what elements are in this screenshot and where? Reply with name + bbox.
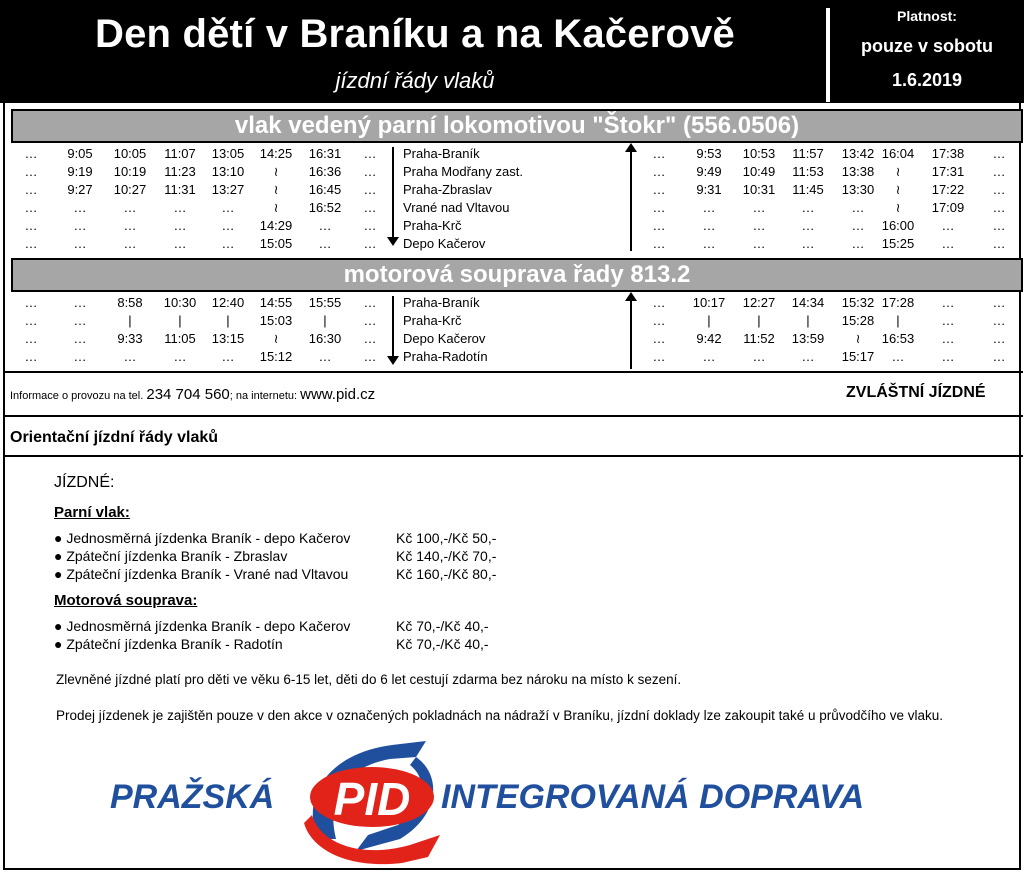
time-cell: 15:25 <box>881 236 915 251</box>
time-cell: 16:00 <box>881 218 915 233</box>
pid-logo <box>0 735 1024 865</box>
time-cell: 17:38 <box>931 146 965 161</box>
section-divider <box>5 455 1023 457</box>
time-cell: 11:23 <box>164 164 196 179</box>
fare-price: Kč 160,-/Kč 80,- <box>396 566 497 582</box>
fare-price: Kč 70,-/Kč 40,- <box>396 636 489 652</box>
time-cell: … <box>652 146 666 161</box>
time-cell: … <box>992 295 1006 310</box>
time-cell: … <box>24 236 38 251</box>
time-cell: … <box>992 313 1006 328</box>
motor-up-arrow-line <box>630 296 632 369</box>
time-cell: 9:33 <box>117 331 143 346</box>
time-cell: … <box>891 349 905 364</box>
fare-item: ● Jednosměrná jízdenka Braník - depo Kačerov <box>54 618 351 634</box>
time-cell: … <box>652 182 666 197</box>
time-cell: ≀ <box>895 200 901 215</box>
time-cell: 15:03 <box>259 313 293 328</box>
time-cell: 17:28 <box>881 295 915 310</box>
station-name: Vrané nad Vltavou <box>403 200 510 215</box>
time-cell: | <box>806 313 810 328</box>
time-cell: … <box>992 331 1006 346</box>
time-cell: 10:30 <box>163 295 197 310</box>
time-cell: … <box>123 200 137 215</box>
validity-label: Platnost: <box>897 8 957 24</box>
time-cell: 15:17 <box>841 349 875 364</box>
time-cell: | <box>707 313 711 328</box>
station-name: Depo Kačerov <box>403 236 486 251</box>
time-cell: … <box>173 236 187 251</box>
time-cell: … <box>363 313 377 328</box>
time-cell: 13:10 <box>211 164 245 179</box>
time-cell: 11:57 <box>792 146 824 161</box>
time-cell: … <box>73 295 87 310</box>
timetable-row <box>5 199 1023 217</box>
time-cell: 13:15 <box>211 331 245 346</box>
time-cell: … <box>801 349 815 364</box>
steam-fares-label: Parní vlak: <box>54 504 130 521</box>
motor-section-title: motorová souprava řady 813.2 <box>11 258 1023 292</box>
time-cell: … <box>173 218 187 233</box>
time-cell: … <box>652 164 666 179</box>
time-cell: … <box>941 218 955 233</box>
time-cell: … <box>123 236 137 251</box>
time-cell: … <box>123 218 137 233</box>
time-cell: | <box>896 313 900 328</box>
time-cell: … <box>652 218 666 233</box>
orientation-label: Orientační jízdní řády vlaků <box>10 429 219 446</box>
time-cell: 15:28 <box>841 313 875 328</box>
discount-note: Zlevněné jízdné platí pro děti ve věku 6-15 let, děti do 6 let cestují zdarma bez nároku na místo k sezení. <box>56 672 682 687</box>
time-cell: … <box>851 236 865 251</box>
time-cell: 17:31 <box>931 164 965 179</box>
time-cell: … <box>941 295 955 310</box>
time-cell: … <box>752 218 766 233</box>
time-cell: 14:55 <box>259 295 293 310</box>
time-cell: 15:55 <box>308 295 342 310</box>
time-cell: … <box>24 349 38 364</box>
time-cell: | <box>757 313 761 328</box>
time-cell: … <box>801 218 815 233</box>
time-cell: 10:49 <box>742 164 776 179</box>
time-cell: ≀ <box>273 164 279 179</box>
time-cell: … <box>73 313 87 328</box>
time-cell: ≀ <box>855 331 861 346</box>
station-name: Depo Kačerov <box>403 331 486 346</box>
time-cell: 16:36 <box>308 164 342 179</box>
time-cell: 11:53 <box>792 164 824 179</box>
time-cell: … <box>992 218 1006 233</box>
time-cell: 13:42 <box>841 146 875 161</box>
validity-box <box>832 2 1022 105</box>
time-cell: … <box>363 295 377 310</box>
timetable-row <box>5 330 1023 348</box>
time-cell: 17:22 <box>931 182 965 197</box>
time-cell: … <box>363 182 377 197</box>
time-cell: … <box>752 200 766 215</box>
time-cell: 10:27 <box>113 182 147 197</box>
time-cell: 13:05 <box>211 146 245 161</box>
time-cell: … <box>363 218 377 233</box>
timetable-row <box>5 348 1023 366</box>
time-cell: … <box>123 349 137 364</box>
fare-item: ● Zpáteční jízdenka Braník - Radotín <box>54 636 283 652</box>
down-arrow-icon <box>387 237 399 246</box>
time-cell: … <box>318 236 332 251</box>
time-cell: 11:05 <box>164 331 196 346</box>
time-cell: 13:27 <box>211 182 245 197</box>
fare-item: ● Zpáteční jízdenka Braník - Zbraslav <box>54 548 288 564</box>
time-cell: 16:53 <box>881 331 915 346</box>
time-cell: 9:19 <box>67 164 93 179</box>
fare-price: Kč 140,-/Kč 70,- <box>396 548 497 564</box>
time-cell: … <box>992 182 1006 197</box>
validity-date: 1.6.2019 <box>891 70 963 90</box>
time-cell: … <box>173 349 187 364</box>
time-cell: ≀ <box>273 331 279 346</box>
steam-section-title: vlak vedený parní lokomotivou "Štokr" (556.0506) <box>11 109 1023 143</box>
info-mid: ; na internetu: <box>229 390 298 402</box>
section-divider <box>5 371 1023 373</box>
timetable-row <box>5 312 1023 330</box>
time-cell: … <box>24 182 38 197</box>
sales-note: Prodej jízdenek je zajištěn pouze v den akce v označených pokladnách na nádraží v Braníku, jízdní doklady lze zakoupit také u průvodčího ve vlaku. <box>56 708 944 723</box>
page-title: Den dětí v Braníku a na Kačerově <box>95 12 735 56</box>
time-cell: 16:04 <box>881 146 915 161</box>
time-cell: … <box>801 200 815 215</box>
time-cell: … <box>941 331 955 346</box>
time-cell: … <box>851 200 865 215</box>
time-cell: 11:52 <box>743 331 775 346</box>
time-cell: … <box>363 331 377 346</box>
time-cell: … <box>73 218 87 233</box>
header-divider <box>826 8 830 102</box>
time-cell: … <box>363 164 377 179</box>
time-cell: 17:09 <box>931 200 965 215</box>
time-cell: … <box>652 236 666 251</box>
fare-item: ● Jednosměrná jízdenka Braník - depo Kačerov <box>54 530 351 546</box>
time-cell: … <box>801 236 815 251</box>
timetable-row <box>5 181 1023 199</box>
special-fare-label: ZVLÁŠTNÍ JÍZDNÉ <box>846 384 986 401</box>
time-cell: 10:19 <box>113 164 147 179</box>
fare-price: Kč 70,-/Kč 40,- <box>396 618 489 634</box>
time-cell: 9:31 <box>696 182 722 197</box>
time-cell: … <box>652 331 666 346</box>
time-cell: … <box>24 146 38 161</box>
timetable-row <box>5 163 1023 181</box>
steam-down-arrow-line <box>392 147 394 239</box>
time-cell: … <box>73 236 87 251</box>
time-cell: 10:53 <box>742 146 776 161</box>
info-line <box>10 386 375 403</box>
time-cell: | <box>226 313 230 328</box>
logo-right-text: INTEGROVANÁ DOPRAVA <box>441 778 865 816</box>
time-cell: … <box>318 349 332 364</box>
time-cell: 9:05 <box>67 146 93 161</box>
time-cell: … <box>702 349 716 364</box>
time-cell: … <box>702 236 716 251</box>
time-cell: 12:40 <box>211 295 245 310</box>
station-name: Praha-Braník <box>403 146 480 161</box>
time-cell: … <box>318 218 332 233</box>
time-cell: 13:59 <box>791 331 825 346</box>
time-cell: 8:58 <box>117 295 143 310</box>
time-cell: 9:42 <box>696 331 722 346</box>
time-cell: 11:31 <box>164 182 196 197</box>
time-cell: … <box>363 349 377 364</box>
time-cell: … <box>363 200 377 215</box>
time-cell: … <box>173 200 187 215</box>
page-subtitle: jízdní řády vlaků <box>335 68 495 93</box>
logo-left-text: PRAŽSKÁ <box>110 778 275 816</box>
time-cell: … <box>702 200 716 215</box>
time-cell: 16:52 <box>308 200 342 215</box>
timetable-row <box>5 145 1023 163</box>
timetable-row <box>5 235 1023 253</box>
time-cell: ≀ <box>273 200 279 215</box>
time-cell: 13:30 <box>841 182 875 197</box>
station-name: Praha-Braník <box>403 295 480 310</box>
time-cell: ≀ <box>895 164 901 179</box>
up-arrow-icon <box>625 292 637 301</box>
fares-heading: JÍZDNÉ: <box>54 474 115 491</box>
time-cell: … <box>24 313 38 328</box>
time-cell: 10:17 <box>692 295 726 310</box>
time-cell: … <box>363 146 377 161</box>
time-cell: 10:31 <box>742 182 776 197</box>
station-name: Praha-Krč <box>403 218 462 233</box>
station-name: Praha-Krč <box>403 313 462 328</box>
motor-down-arrow-line <box>392 296 394 358</box>
station-name: Praha-Zbraslav <box>403 182 492 197</box>
time-cell: … <box>221 236 235 251</box>
time-cell: … <box>652 349 666 364</box>
fare-item: ● Zpáteční jízdenka Braník - Vrané nad Vltavou <box>54 566 349 582</box>
time-cell: 15:12 <box>259 349 293 364</box>
time-cell: … <box>363 236 377 251</box>
station-name: Praha-Radotín <box>403 349 488 364</box>
time-cell: 16:45 <box>308 182 342 197</box>
time-cell: … <box>752 236 766 251</box>
time-cell: 13:38 <box>841 164 875 179</box>
time-cell: … <box>851 218 865 233</box>
validity-days: pouze v sobotu <box>861 36 993 56</box>
time-cell: … <box>73 331 87 346</box>
time-cell: 9:49 <box>696 164 722 179</box>
time-cell: … <box>992 164 1006 179</box>
time-cell: 16:31 <box>308 146 342 161</box>
fare-price: Kč 100,-/Kč 50,- <box>396 530 497 546</box>
time-cell: … <box>992 349 1006 364</box>
up-arrow-icon <box>625 143 637 152</box>
time-cell: … <box>24 295 38 310</box>
time-cell: … <box>941 349 955 364</box>
time-cell: | <box>323 313 327 328</box>
timetable-row <box>5 217 1023 235</box>
time-cell: ≀ <box>895 182 901 197</box>
time-cell: 14:34 <box>791 295 825 310</box>
time-cell: 15:32 <box>841 295 875 310</box>
time-cell: … <box>652 200 666 215</box>
time-cell: … <box>752 349 766 364</box>
time-cell: … <box>221 349 235 364</box>
time-cell: … <box>941 313 955 328</box>
time-cell: … <box>24 200 38 215</box>
time-cell: … <box>73 349 87 364</box>
time-cell: … <box>992 200 1006 215</box>
time-cell: … <box>24 218 38 233</box>
time-cell: … <box>941 236 955 251</box>
time-cell: 14:29 <box>259 218 293 233</box>
time-cell: 16:30 <box>308 331 342 346</box>
time-cell: … <box>221 218 235 233</box>
down-arrow-icon <box>387 356 399 365</box>
time-cell: … <box>992 236 1006 251</box>
time-cell: … <box>24 331 38 346</box>
time-cell: … <box>652 295 666 310</box>
title-block <box>2 2 828 105</box>
time-cell: … <box>992 146 1006 161</box>
time-cell: … <box>652 313 666 328</box>
header <box>0 0 1024 103</box>
time-cell: 14:25 <box>259 146 293 161</box>
time-cell: … <box>73 200 87 215</box>
station-name: Praha Modřany zast. <box>403 164 523 179</box>
time-cell: … <box>24 164 38 179</box>
info-phone: 234 704 560 <box>146 386 230 403</box>
section-divider <box>5 415 1023 417</box>
timetable-row <box>5 294 1023 312</box>
time-cell: 11:07 <box>164 146 196 161</box>
motor-fares-label: Motorová souprava: <box>54 592 198 609</box>
time-cell: | <box>178 313 182 328</box>
time-cell: … <box>221 200 235 215</box>
time-cell: 12:27 <box>742 295 776 310</box>
time-cell: ≀ <box>273 182 279 197</box>
pid-emblem-icon <box>304 741 440 864</box>
info-web: www.pid.cz <box>300 386 376 403</box>
time-cell: 15:05 <box>259 236 293 251</box>
logo-mark-text: PID <box>333 773 411 825</box>
time-cell: 11:45 <box>792 182 824 197</box>
info-prefix: Informace o provozu na tel. <box>10 390 144 402</box>
time-cell: | <box>128 313 132 328</box>
time-cell: … <box>702 218 716 233</box>
steam-up-arrow-line <box>630 147 632 251</box>
time-cell: 9:27 <box>67 182 93 197</box>
time-cell: 9:53 <box>696 146 722 161</box>
time-cell: 10:05 <box>113 146 147 161</box>
